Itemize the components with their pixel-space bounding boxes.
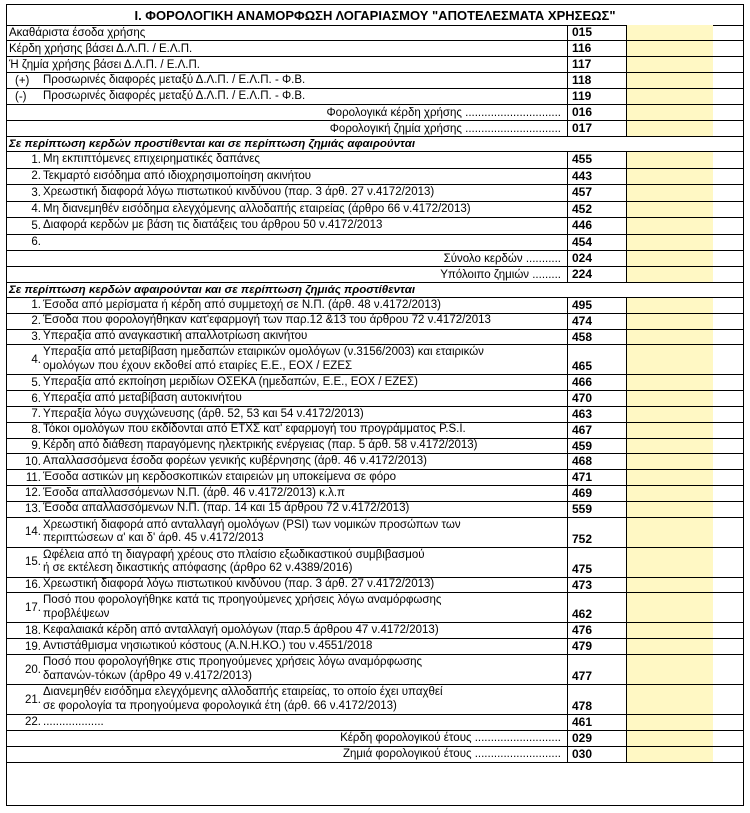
form-row (7, 715, 743, 731)
total-label: Σύνολο κερδών ........... (443, 252, 561, 265)
row-number: 6. (31, 236, 41, 249)
amount-field[interactable] (627, 89, 713, 104)
line-code: 468 (567, 454, 627, 469)
line-code: 443 (567, 169, 627, 185)
row-number: 3. (31, 330, 41, 343)
amount-field[interactable] (627, 251, 713, 266)
form-row (7, 548, 743, 578)
row-label-line: Ποσό που φορολογήθηκε στις προηγούμενες χρήσεις λόγω αναμόρφωσης (43, 656, 423, 668)
row-number: 12. (25, 487, 41, 500)
line-code: 477 (567, 655, 627, 684)
amount-field[interactable] (627, 655, 713, 684)
row-label-line: σε φορολογία τα προηγούμενα φορολογικά έτη (άρθ. 66 ν.4172/2013) (43, 699, 397, 712)
row-number: 15. (25, 556, 41, 569)
amount-field[interactable] (627, 375, 713, 390)
row-label (43, 578, 567, 593)
amount-field[interactable] (627, 731, 713, 746)
row-number: 21. (25, 693, 41, 706)
line-code: 117 (567, 57, 627, 72)
row-number: 19. (25, 640, 41, 653)
row-label-line: Κεφαλαιακά κέρδη από ανταλλαγή ομολόγων (παρ.5 άρθρου 47 ν.4172/2013) (43, 624, 439, 637)
form-row (7, 639, 743, 655)
form-row (7, 486, 743, 502)
row-label (43, 152, 567, 168)
line-code: 446 (567, 218, 627, 234)
row-label-line: Υπεραξία από μεταβίβαση αυτοκινήτου (43, 391, 242, 404)
amount-field[interactable] (627, 218, 713, 234)
section-heading: Σε περίπτωση κερδών αφαιρούνται και σε περίπτωση ζημιάς προστίθενται (7, 283, 743, 298)
row-number: 18. (25, 624, 41, 637)
line-code: 455 (567, 152, 627, 168)
amount-field[interactable] (627, 470, 713, 485)
amount-field[interactable] (627, 235, 713, 251)
form-row (7, 375, 743, 391)
amount-field[interactable] (627, 298, 713, 313)
line-code: 471 (567, 470, 627, 485)
line-code: 470 (567, 391, 627, 406)
form-row (7, 423, 743, 439)
line-code: 462 (567, 593, 627, 622)
row-label-line: Χρεωστική διαφορά λόγω πιστωτικού κινδύνου (παρ. 3 άρθ. 27 ν.4172/2013) (43, 186, 435, 198)
amount-field[interactable] (627, 105, 713, 120)
amount-field[interactable] (627, 345, 713, 374)
line-code: 016 (567, 105, 627, 120)
form-title: Ι. ΦΟΡΟΛΟΓΙΚΗ ΑΝΑΜΟΡΦΩΣΗ ΛΟΓΑΡΙΑΣΜΟΥ "ΑΠΟΤΕΛΕΣΜΑΤΑ ΧΡΗΣΕΩΣ" (7, 5, 743, 26)
row-label (43, 655, 567, 684)
amount-field[interactable] (627, 330, 713, 345)
row-label-line: δαπανών-τόκων (άρθρο 49 ν.4172/2013) (43, 669, 252, 682)
row-label-line: Έσοδα αστικών μη κερδοσκοπικών εταιρειών μη υποκείμενα σε φόρο (43, 470, 397, 483)
form-row (7, 73, 743, 89)
amount-field[interactable] (627, 202, 713, 218)
line-code: 473 (567, 578, 627, 593)
line-code: 119 (567, 89, 627, 104)
row-number: 6. (31, 392, 41, 405)
row-label: Ακαθάριστα έσοδα χρήσης (9, 26, 146, 39)
amount-field[interactable] (627, 454, 713, 469)
form-row (7, 502, 743, 518)
form-row (7, 518, 743, 548)
row-label (43, 715, 567, 730)
total-label: Κέρδη φορολογικού έτους ........................... (340, 732, 561, 745)
form-row (7, 185, 743, 202)
amount-field[interactable] (627, 548, 713, 577)
row-label (43, 345, 567, 374)
form-row (7, 169, 743, 186)
form-row (7, 25, 743, 41)
row-label-line: Τεκμαρτό εισόδημα από ιδιοχρησιμοποίηση ακινήτου (43, 169, 312, 182)
line-code: 459 (567, 439, 627, 454)
row-label-line: ομολόγων που έχουν εκδοθεί από εταιρίες Ε.Ε., ΕΟΧ / ΕΖΕΣ (43, 359, 353, 372)
row-label (43, 518, 567, 547)
row-number: 17. (25, 601, 41, 614)
row-number: 7. (31, 408, 41, 421)
amount-field[interactable] (627, 685, 713, 714)
row-sign: (-) (15, 90, 27, 103)
row-number: 22. (25, 716, 41, 729)
amount-field[interactable] (627, 169, 713, 185)
row-label (43, 470, 567, 485)
form-row (7, 251, 743, 267)
row-number: 4. (31, 353, 41, 366)
form-row (7, 41, 743, 57)
line-code: 452 (567, 202, 627, 218)
line-code: 479 (567, 639, 627, 654)
row-label-line: Έσοδα που φορολογήθηκαν κατ'εφαρμογή των παρ.12 &13 του άρθρου 72 ν.4172/2013 (43, 314, 491, 327)
row-label-line: Υπεραξία από μεταβίβαση ημεδαπών εταιρικών ομολόγων (ν.3156/2003) και εταιρικών (43, 346, 484, 359)
row-label (43, 314, 567, 329)
form-row (7, 685, 743, 715)
row-label (43, 375, 567, 390)
row-number: 20. (25, 663, 41, 676)
row-label-line: Μη εκπιπτόμενες επιχειρηματικές δαπάνες (43, 153, 260, 165)
amount-field[interactable] (627, 152, 713, 168)
row-label-line: προβλέψεων (43, 607, 110, 620)
row-number: 2. (31, 315, 41, 328)
amount-field[interactable] (627, 267, 713, 282)
section-heading: Σε περίπτωση κερδών προστίθενται και σε περίπτωση ζημιάς αφαιρούνται (7, 137, 743, 152)
row-number: 13. (25, 503, 41, 516)
amount-field[interactable] (627, 314, 713, 329)
row-number: 5. (31, 219, 41, 232)
line-code: 469 (567, 486, 627, 501)
amount-field[interactable] (627, 121, 713, 136)
row-label (43, 548, 567, 577)
row-label-line: Διαφορά κερδών με βάση τις διατάξεις του άρθρου 50 ν.4172/2013 (43, 219, 383, 231)
row-number: 5. (31, 376, 41, 389)
total-label: Ζημιά φορολογικού έτους ........................... (343, 748, 561, 761)
row-label-line: περιπτώσεων α' και δ' άρθ. 45 ν.4172/2013 (43, 532, 264, 545)
line-code: 475 (567, 548, 627, 577)
line-code: 457 (567, 185, 627, 201)
row-number: 14. (25, 526, 41, 539)
line-code: 017 (567, 121, 627, 136)
form-row (7, 655, 743, 685)
form-row (7, 57, 743, 73)
row-label-line: Έσοδα απαλλασσόμενων Ν.Π. (παρ. 14 και 15 άρθρου 72 ν.4172/2013) (43, 502, 410, 515)
row-label-line: Υπεραξία από εκποίηση μεριδίων ΟΣΕΚΑ (ημεδαπών, Ε.Ε., ΕΟΧ / ΕΖΕΣ) (43, 376, 418, 389)
row-number: 9. (31, 439, 41, 452)
amount-field[interactable] (627, 439, 713, 454)
row-label: Ή ζημία χρήσης βάσει Δ.Λ.Π. / Ε.Λ.Π. (9, 58, 201, 71)
line-code: 024 (567, 251, 627, 266)
row-label (43, 330, 567, 345)
row-label (43, 639, 567, 654)
form-row (7, 267, 743, 283)
form-row (7, 391, 743, 407)
form-row (7, 121, 743, 137)
row-label (43, 454, 567, 469)
row-number: 16. (25, 578, 41, 591)
total-label: Φορολογική ζημία χρήσης .............................. (329, 122, 561, 135)
line-code: 029 (567, 731, 627, 746)
row-label-line: Απαλλασσόμενα έσοδα φορέων γενικής κυβέρνησης (άρθ. 46 ν.4172/2013) (43, 455, 428, 468)
line-code: 495 (567, 298, 627, 313)
amount-field[interactable] (627, 593, 713, 622)
form-row (7, 202, 743, 219)
form-row (7, 235, 743, 252)
line-code: 030 (567, 747, 627, 762)
amount-field[interactable] (627, 391, 713, 406)
form-row (7, 314, 743, 330)
row-number: 4. (31, 203, 41, 216)
row-number: 8. (31, 424, 41, 437)
row-label-line: Υπεραξία λόγω συγχώνευσης (άρθ. 52, 53 και 54 ν.4172/2013) (43, 407, 364, 420)
form-row (7, 439, 743, 455)
line-code: 118 (567, 73, 627, 88)
total-label: Φορολογικά κέρδη χρήσης .............................. (326, 106, 561, 119)
line-code: 476 (567, 623, 627, 638)
row-label-line: Ποσό που φορολογήθηκε κατά τις προηγούμενες χρήσεις λόγω αναμόρφωσης (43, 594, 442, 607)
form-row (7, 218, 743, 235)
row-label (43, 423, 567, 438)
row-number: 1. (31, 299, 41, 312)
amount-field[interactable] (627, 407, 713, 422)
row-label-line: Κέρδη από διάθεση παραγόμενης ηλεκτρικής ενέργειας (παρ. 5 άρθ. 58 ν.4172/2013) (43, 439, 478, 452)
row-label: Κέρδη χρήσης βάσει Δ.Λ.Π. / Ε.Λ.Π. (9, 42, 193, 55)
line-code: 559 (567, 502, 627, 517)
form-row (7, 298, 743, 314)
row-label (43, 202, 567, 218)
tax-adjustment-form (6, 4, 744, 806)
row-label-line: Υπεραξία από αναγκαστική απαλλοτρίωση ακινήτου (43, 330, 308, 343)
row-sign: (+) (15, 74, 30, 87)
amount-field[interactable] (627, 518, 713, 547)
row-number: 10. (25, 455, 41, 468)
row-label-line: Χρεωστική διαφορά λόγω πιστωτικού κινδύνου (παρ. 3 άρθ. 27 ν.4172/2013) (43, 578, 435, 591)
line-code: 461 (567, 715, 627, 730)
row-label (43, 218, 567, 234)
form-row (7, 152, 743, 169)
row-label-line: Ωφέλεια από τη διαγραφή χρέους στο πλαίσιο εξωδικαστικού συμβιβασμού (43, 548, 425, 561)
row-label (43, 89, 567, 104)
line-code: 465 (567, 345, 627, 374)
amount-field[interactable] (627, 623, 713, 638)
form-row (7, 105, 743, 121)
row-label-line: Διανεμηθέν εισόδημα ελεγχόμενης αλλοδαπής εταιρείας, το οποίο έχει υπαχθεί (43, 686, 443, 698)
row-label-text: Προσωρινές διαφορές μεταξύ Δ.Λ.Π. / Ε.Λ.Π. - Φ.Β. (43, 89, 306, 102)
row-label (43, 502, 567, 517)
form-row (7, 470, 743, 486)
line-code: 466 (567, 375, 627, 390)
total-label: Υπόλοιπο ζημιών ......... (440, 268, 561, 281)
row-label-line: ή σε εκτέλεση δικαστικής απόφασης (άρθρο 62 ν.4389/2016) (43, 562, 353, 575)
form-row (7, 747, 743, 763)
amount-field[interactable] (627, 578, 713, 593)
row-label (43, 439, 567, 454)
amount-field[interactable] (627, 715, 713, 730)
amount-field[interactable] (627, 185, 713, 201)
line-code: 467 (567, 423, 627, 438)
row-number: 3. (31, 186, 41, 199)
amount-field[interactable] (627, 502, 713, 517)
form-row (7, 454, 743, 470)
line-code: 463 (567, 407, 627, 422)
row-label-line: Αντιστάθμισμα νησιωτικού κόστους (Α.Ν.Η.ΚΟ.) του ν.4551/2018 (43, 639, 373, 652)
amount-field[interactable] (627, 25, 713, 40)
row-number: 1. (31, 153, 41, 166)
amount-field[interactable] (627, 639, 713, 654)
row-label-text: Προσωρινές διαφορές μεταξύ Δ.Λ.Π. / Ε.Λ.Π. - Φ.Β. (43, 73, 306, 86)
row-label (43, 73, 567, 88)
row-label-line: Έσοδα από μερίσματα ή κέρδη από συμμετοχή σε Ν.Π. (άρθ. 48 ν.4172/2013) (43, 298, 441, 311)
row-label (43, 169, 567, 185)
amount-field[interactable] (627, 486, 713, 501)
form-row (7, 731, 743, 747)
row-label (43, 623, 567, 638)
form-row (7, 330, 743, 346)
amount-field[interactable] (627, 41, 713, 56)
form-row (7, 578, 743, 594)
form-row (7, 593, 743, 623)
row-label-line: Χρεωστική διαφορά από ανταλλαγή ομολόγων (PSI) των νομικών προσώπων των (43, 518, 461, 531)
row-label (43, 593, 567, 622)
amount-field[interactable] (627, 747, 713, 762)
line-code: 458 (567, 330, 627, 345)
form-row (7, 345, 743, 375)
row-label (43, 486, 567, 501)
row-label-line: ................... (43, 715, 104, 728)
row-label (43, 185, 567, 201)
row-number: 2. (31, 170, 41, 183)
row-label-line: Μη διανεμηθέν εισόδημα ελεγχόμενης αλλοδαπής εταιρείας (άρθρο 66 ν.4172/2013) (43, 202, 471, 215)
amount-field[interactable] (627, 57, 713, 72)
line-code: 116 (567, 41, 627, 56)
line-code: 224 (567, 267, 627, 282)
row-label-line: Έσοδα απαλλασσόμενων Ν.Π. (άρθ. 46 ν.4172/2013) κ.λ.π (43, 486, 345, 499)
row-label-line: Τόκοι ομολόγων που εκδίδονται από ΕΤΧΣ κατ' εφαρμογή του προγράμματος P.S.I. (43, 423, 466, 436)
row-label (43, 391, 567, 406)
row-label (43, 235, 567, 251)
row-label (43, 407, 567, 422)
row-label (43, 685, 567, 714)
line-code: 015 (567, 25, 627, 40)
form-row (7, 89, 743, 105)
amount-field[interactable] (627, 73, 713, 88)
form-row (7, 407, 743, 423)
line-code: 454 (567, 235, 627, 251)
form-row (7, 623, 743, 639)
line-code: 752 (567, 518, 627, 547)
amount-field[interactable] (627, 423, 713, 438)
row-number: 11. (25, 471, 41, 484)
row-label (43, 298, 567, 313)
line-code: 478 (567, 685, 627, 714)
line-code: 474 (567, 314, 627, 329)
